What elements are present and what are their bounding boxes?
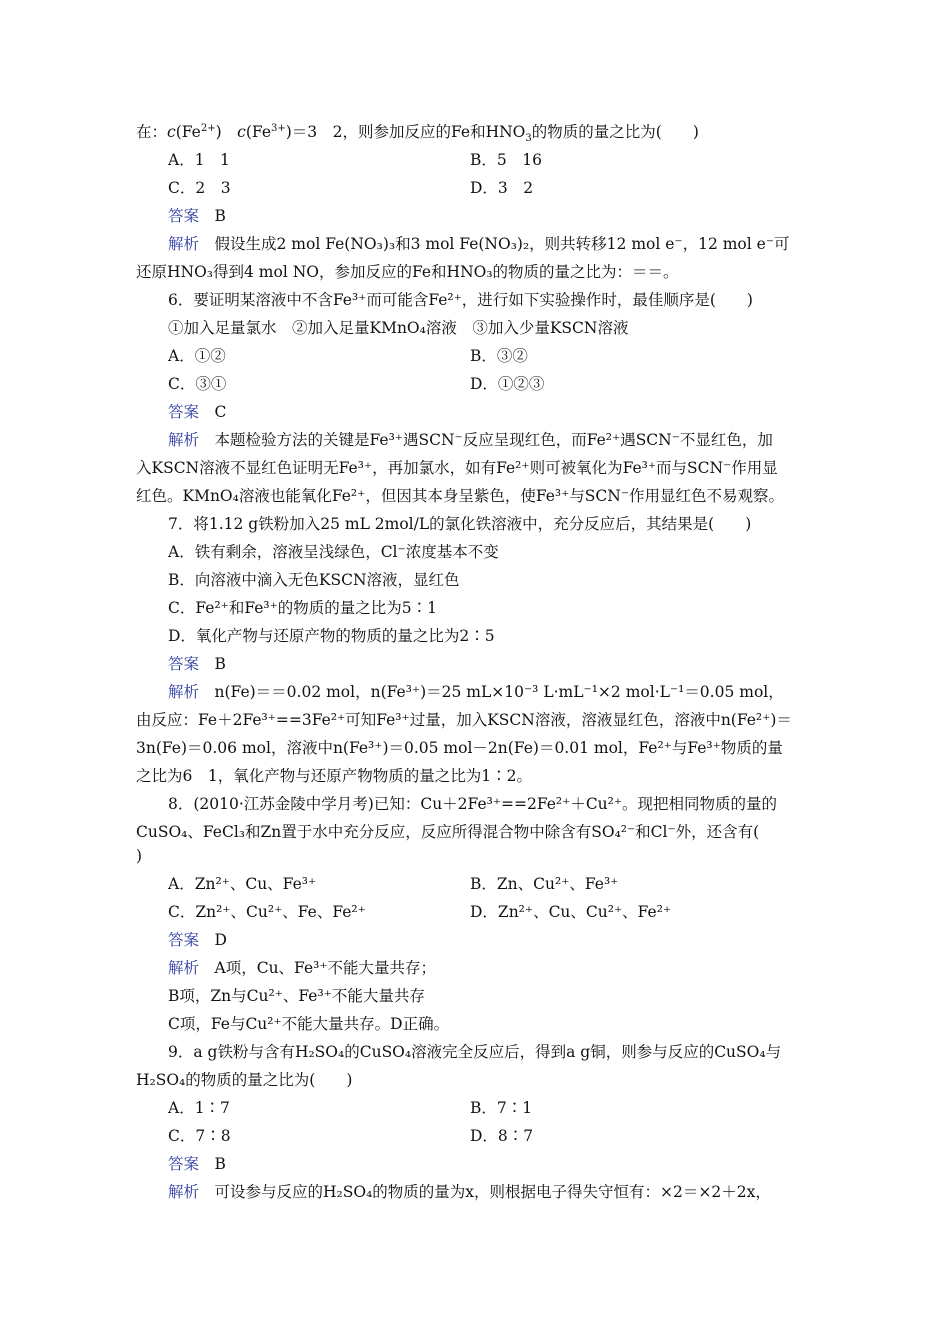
q7-option-b: B．向溶液中滴入无色KSCN溶液，显红色 <box>168 571 460 589</box>
q5-answer: 答案 B <box>168 207 226 225</box>
q7-stem: 7．将1.12 g铁粉加入25 mL 2mol/L的氯化铁溶液中，充分反应后，其结果是( ) <box>168 515 752 533</box>
answer-label: 答案 <box>168 1155 200 1173</box>
q6-answer: 答案 C <box>168 403 227 421</box>
q7-option-a: A．铁有剩余，溶液呈浅绿色，Cl⁻浓度基本不变 <box>168 543 499 561</box>
q8-answer: 答案 D <box>168 931 227 949</box>
q5-option-a: A．1 1 <box>168 151 230 169</box>
q6-analysis: 解析 本题检验方法的关键是Fe³⁺遇SCN⁻反应呈现红色，而Fe²⁺遇SCN⁻不显红色，加 <box>168 431 773 449</box>
q6-analysis-line: 入KSCN溶液不显红色证明无Fe³⁺，再加氯水，如有Fe²⁺则可被氧化为Fe³⁺而与SCN⁻作用显 <box>136 459 778 477</box>
answer-label: 答案 <box>168 931 200 949</box>
q6-option-c: C．③① <box>168 375 227 393</box>
q8-analysis-line: C项，Fe与Cu²⁺不能大量共存。D正确。 <box>168 1015 450 1033</box>
q5-analysis-line: 还原HNO₃得到4 mol NO，参加反应的Fe和HNO₃的物质的量之比为：＝＝。 <box>136 263 679 281</box>
q8-analysis: 解析 A项，Cu、Fe³⁺不能大量共存； <box>168 959 437 977</box>
q7-option-d: D．氧化产物与还原产物的物质的量之比为2∶5 <box>168 627 495 645</box>
q7-option-c: C．Fe²⁺和Fe³⁺的物质的量之比为5∶1 <box>168 599 438 617</box>
analysis-label: 解析 <box>168 683 200 701</box>
analysis-label: 解析 <box>168 431 200 449</box>
analysis-label: 解析 <box>168 959 200 977</box>
q6-stem: 6．要证明某溶液中不含Fe³⁺而可能含Fe²⁺，进行如下实验操作时，最佳顺序是( ) <box>168 291 753 309</box>
q8-option-d: D．Zn²⁺、Cu、Cu²⁺、Fe²⁺ <box>470 903 672 921</box>
analysis-label: 解析 <box>168 1183 200 1201</box>
analysis-label: 解析 <box>168 235 200 253</box>
q8-option-a: A．Zn²⁺、Cu、Fe³⁺ <box>168 875 317 893</box>
q7-analysis-line: 之比为6 1，氧化产物与还原产物物质的量之比为1∶2。 <box>136 767 532 785</box>
q8-stem: 8．(2010·江苏金陵中学月考)已知：Cu＋2Fe³⁺==2Fe²⁺＋Cu²⁺。现把相同物质的量的 <box>168 795 778 813</box>
q8-option-b: B．Zn、Cu²⁺、Fe³⁺ <box>470 875 619 893</box>
q7-analysis: 解析 n(Fe)＝＝0.02 mol，n(Fe³⁺)＝25 mL×10⁻³ L·mL⁻¹×2 mol·L⁻¹＝0.05 mol， <box>168 683 784 701</box>
q9-option-a: A．1∶7 <box>168 1099 230 1117</box>
q5-option-b: B．5 16 <box>470 151 542 169</box>
q6-option-b: B．③② <box>470 347 528 365</box>
q5-analysis: 解析 假设生成2 mol Fe(NO₃)₃和3 mol Fe(NO₃)₂，则共转移12 mol e⁻，12 mol e⁻可 <box>168 235 790 253</box>
q5-option-d: D．3 2 <box>470 179 534 197</box>
q8-analysis-line: B项，Zn与Cu²⁺、Fe³⁺不能大量共存 <box>168 987 425 1005</box>
q9-option-d: D．8∶7 <box>470 1127 534 1145</box>
q7-analysis-line: 由反应：Fe＋2Fe³⁺==3Fe²⁺可知Fe³⁺过量，加入KSCN溶液，溶液显红色，溶液中n(Fe²⁺)＝ <box>136 711 792 729</box>
q6-items: ①加入足量氯水 ②加入足量KMnO₄溶液 ③加入少量KSCN溶液 <box>168 319 629 337</box>
q7-analysis-line: 3n(Fe)＝0.06 mol，溶液中n(Fe³⁺)＝0.05 mol－2n(Fe)＝0.01 mol，Fe²⁺与Fe³⁺物质的量 <box>136 739 783 757</box>
q5-stem: 在：$c(Fe^{2+})$ $c(Fe^{3+})=3$ 2，则参加反应的Fe和$HNO_3$的物质的量之比为( ) <box>136 122 699 145</box>
q8-stem-line: ) <box>136 847 143 865</box>
q8-option-c: C．Zn²⁺、Cu²⁺、Fe、Fe²⁺ <box>168 903 366 921</box>
q7-answer: 答案 B <box>168 655 226 673</box>
q9-stem-line: H₂SO₄的物质的量之比为( ) <box>136 1071 353 1089</box>
answer-label: 答案 <box>168 207 200 225</box>
q6-option-a: A．①② <box>168 347 226 365</box>
q9-stem: 9．a g铁粉与含有H₂SO₄的CuSO₄溶液完全反应后，得到a g铜，则参与反应的CuSO₄与 <box>168 1043 782 1061</box>
q6-analysis-line: 红色。KMnO₄溶液也能氧化Fe²⁺，但因其本身呈紫色，使Fe³⁺与SCN⁻作用显红色不易观察。 <box>136 487 785 505</box>
q5-option-c: C．2 3 <box>168 179 231 197</box>
q9-option-c: C．7∶8 <box>168 1127 231 1145</box>
q8-stem-line: CuSO₄、FeCl₃和Zn置于水中充分反应，反应所得混合物中除含有SO₄²⁻和Cl⁻外，还含有( <box>136 823 760 841</box>
answer-label: 答案 <box>168 655 200 673</box>
q6-option-d: D．①②③ <box>470 375 545 393</box>
q9-option-b: B．7∶1 <box>470 1099 533 1117</box>
q9-answer: 答案 B <box>168 1155 226 1173</box>
q9-analysis: 解析 可设参与反应的H₂SO₄的物质的量为x，则根据电子得失守恒有：×2＝×2＋2x， <box>168 1183 771 1201</box>
answer-label: 答案 <box>168 403 200 421</box>
